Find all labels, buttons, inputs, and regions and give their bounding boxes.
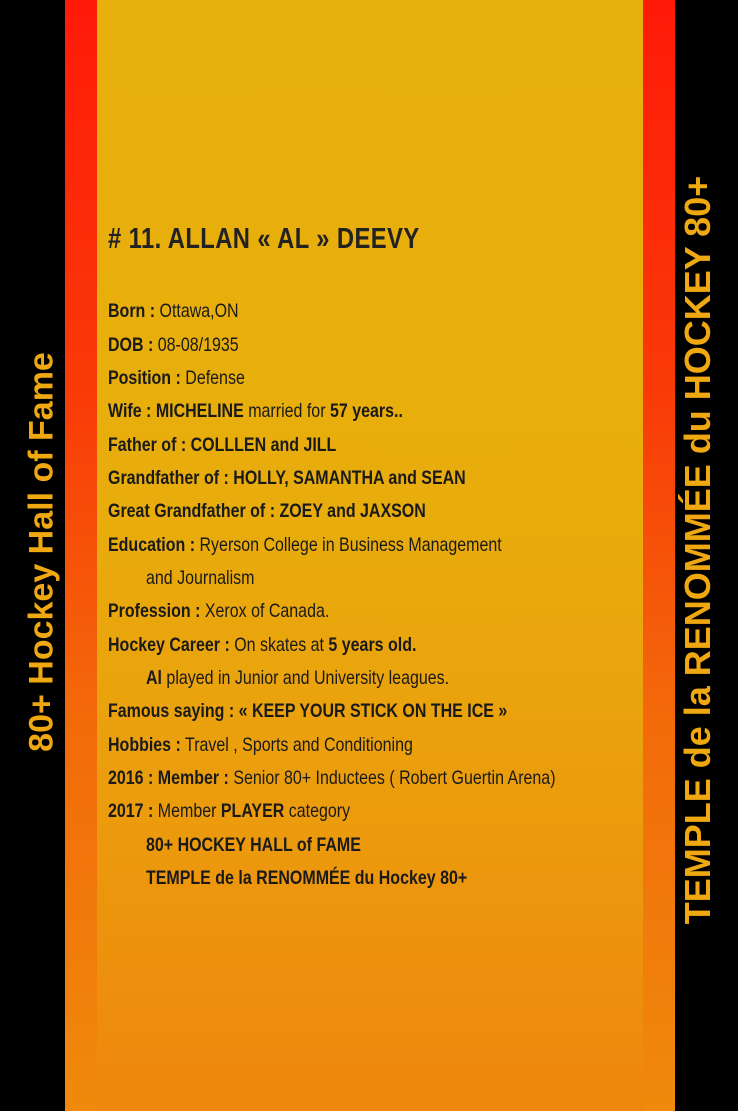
wife-label: Wife : (108, 400, 152, 422)
born-value: Ottawa,ON (159, 300, 239, 322)
year-2017-player: PLAYER (220, 800, 285, 822)
player-title: # 11. ALLAN « AL » DEEVY (108, 223, 420, 255)
wife-row (108, 399, 403, 423)
profession-label: Profession : (108, 600, 201, 622)
wife-name: MICHELINE (155, 400, 244, 422)
position-value: Defense (185, 367, 245, 389)
dob-value: 08-08/1935 (157, 334, 239, 356)
hof-line-1 (146, 833, 361, 857)
born-label: Born : (108, 300, 156, 322)
born-row (108, 299, 239, 323)
career-cont-row (146, 666, 449, 690)
position-label: Position : (108, 367, 181, 389)
hobbies-row (108, 733, 413, 757)
career-al: Al (146, 667, 162, 689)
career-row (108, 633, 416, 657)
position-row (108, 366, 245, 390)
hof-line-1-text: 80+ HOCKEY HALL of FAME (146, 834, 361, 856)
education-value: Ryerson College in Business Management (199, 534, 502, 556)
great-grandfather-row (108, 499, 426, 523)
hof-line-2-text: TEMPLE de la RENOMMÉE du Hockey 80+ (146, 867, 468, 889)
year-2016-label: 2016 : Member : (108, 767, 229, 789)
career-value: On skates at (234, 634, 324, 656)
career-bold: 5 years old. (328, 634, 417, 656)
left-red-stripe (65, 0, 97, 1111)
education-row (108, 533, 502, 557)
profession-row (108, 599, 329, 623)
great-grandfather-value: ZOEY and JAXSON (279, 500, 426, 522)
saying-value: « KEEP YOUR STICK ON THE ICE » (238, 700, 508, 722)
hobbies-label: Hobbies : (108, 734, 181, 756)
year-2016-value: Senior 80+ Inductees ( Robert Guertin Arena) (233, 767, 556, 789)
grandfather-label: Grandfather of : (108, 467, 229, 489)
dob-label: DOB : (108, 334, 154, 356)
year-2017-row (108, 799, 350, 823)
career-cont: played in Junior and University leagues. (166, 667, 450, 689)
father-label: Father of : (108, 434, 187, 456)
wife-mid: married for (248, 400, 326, 422)
hobbies-value: Travel , Sports and Conditioning (185, 734, 413, 756)
great-grandfather-label: Great Grandfather of : (108, 500, 276, 522)
grandfather-row (108, 466, 466, 490)
father-value: COLLLEN and JILL (190, 434, 337, 456)
father-row (108, 433, 336, 457)
career-label: Hockey Career : (108, 634, 230, 656)
side-title-left: 80+ Hockey Hall of Fame (22, 352, 61, 752)
wife-years: 57 years.. (329, 400, 403, 422)
year-2017-member: Member (157, 800, 217, 822)
year-2017-category: category (288, 800, 351, 822)
profession-value: Xerox of Canada. (204, 600, 330, 622)
saying-label: Famous saying : (108, 700, 235, 722)
grandfather-value: HOLLY, SAMANTHA and SEAN (233, 467, 466, 489)
education-label: Education : (108, 534, 196, 556)
education-cont: and Journalism (146, 567, 255, 589)
dob-row (108, 333, 239, 357)
education-cont-row (146, 566, 254, 590)
right-red-stripe (643, 0, 675, 1111)
year-2016-row (108, 766, 556, 790)
side-title-right: TEMPLE de la RENOMMÉE du HOCKEY 80+ (677, 175, 718, 925)
year-2017-label: 2017 : (108, 800, 154, 822)
saying-row (108, 699, 507, 723)
hof-line-2 (146, 866, 467, 890)
